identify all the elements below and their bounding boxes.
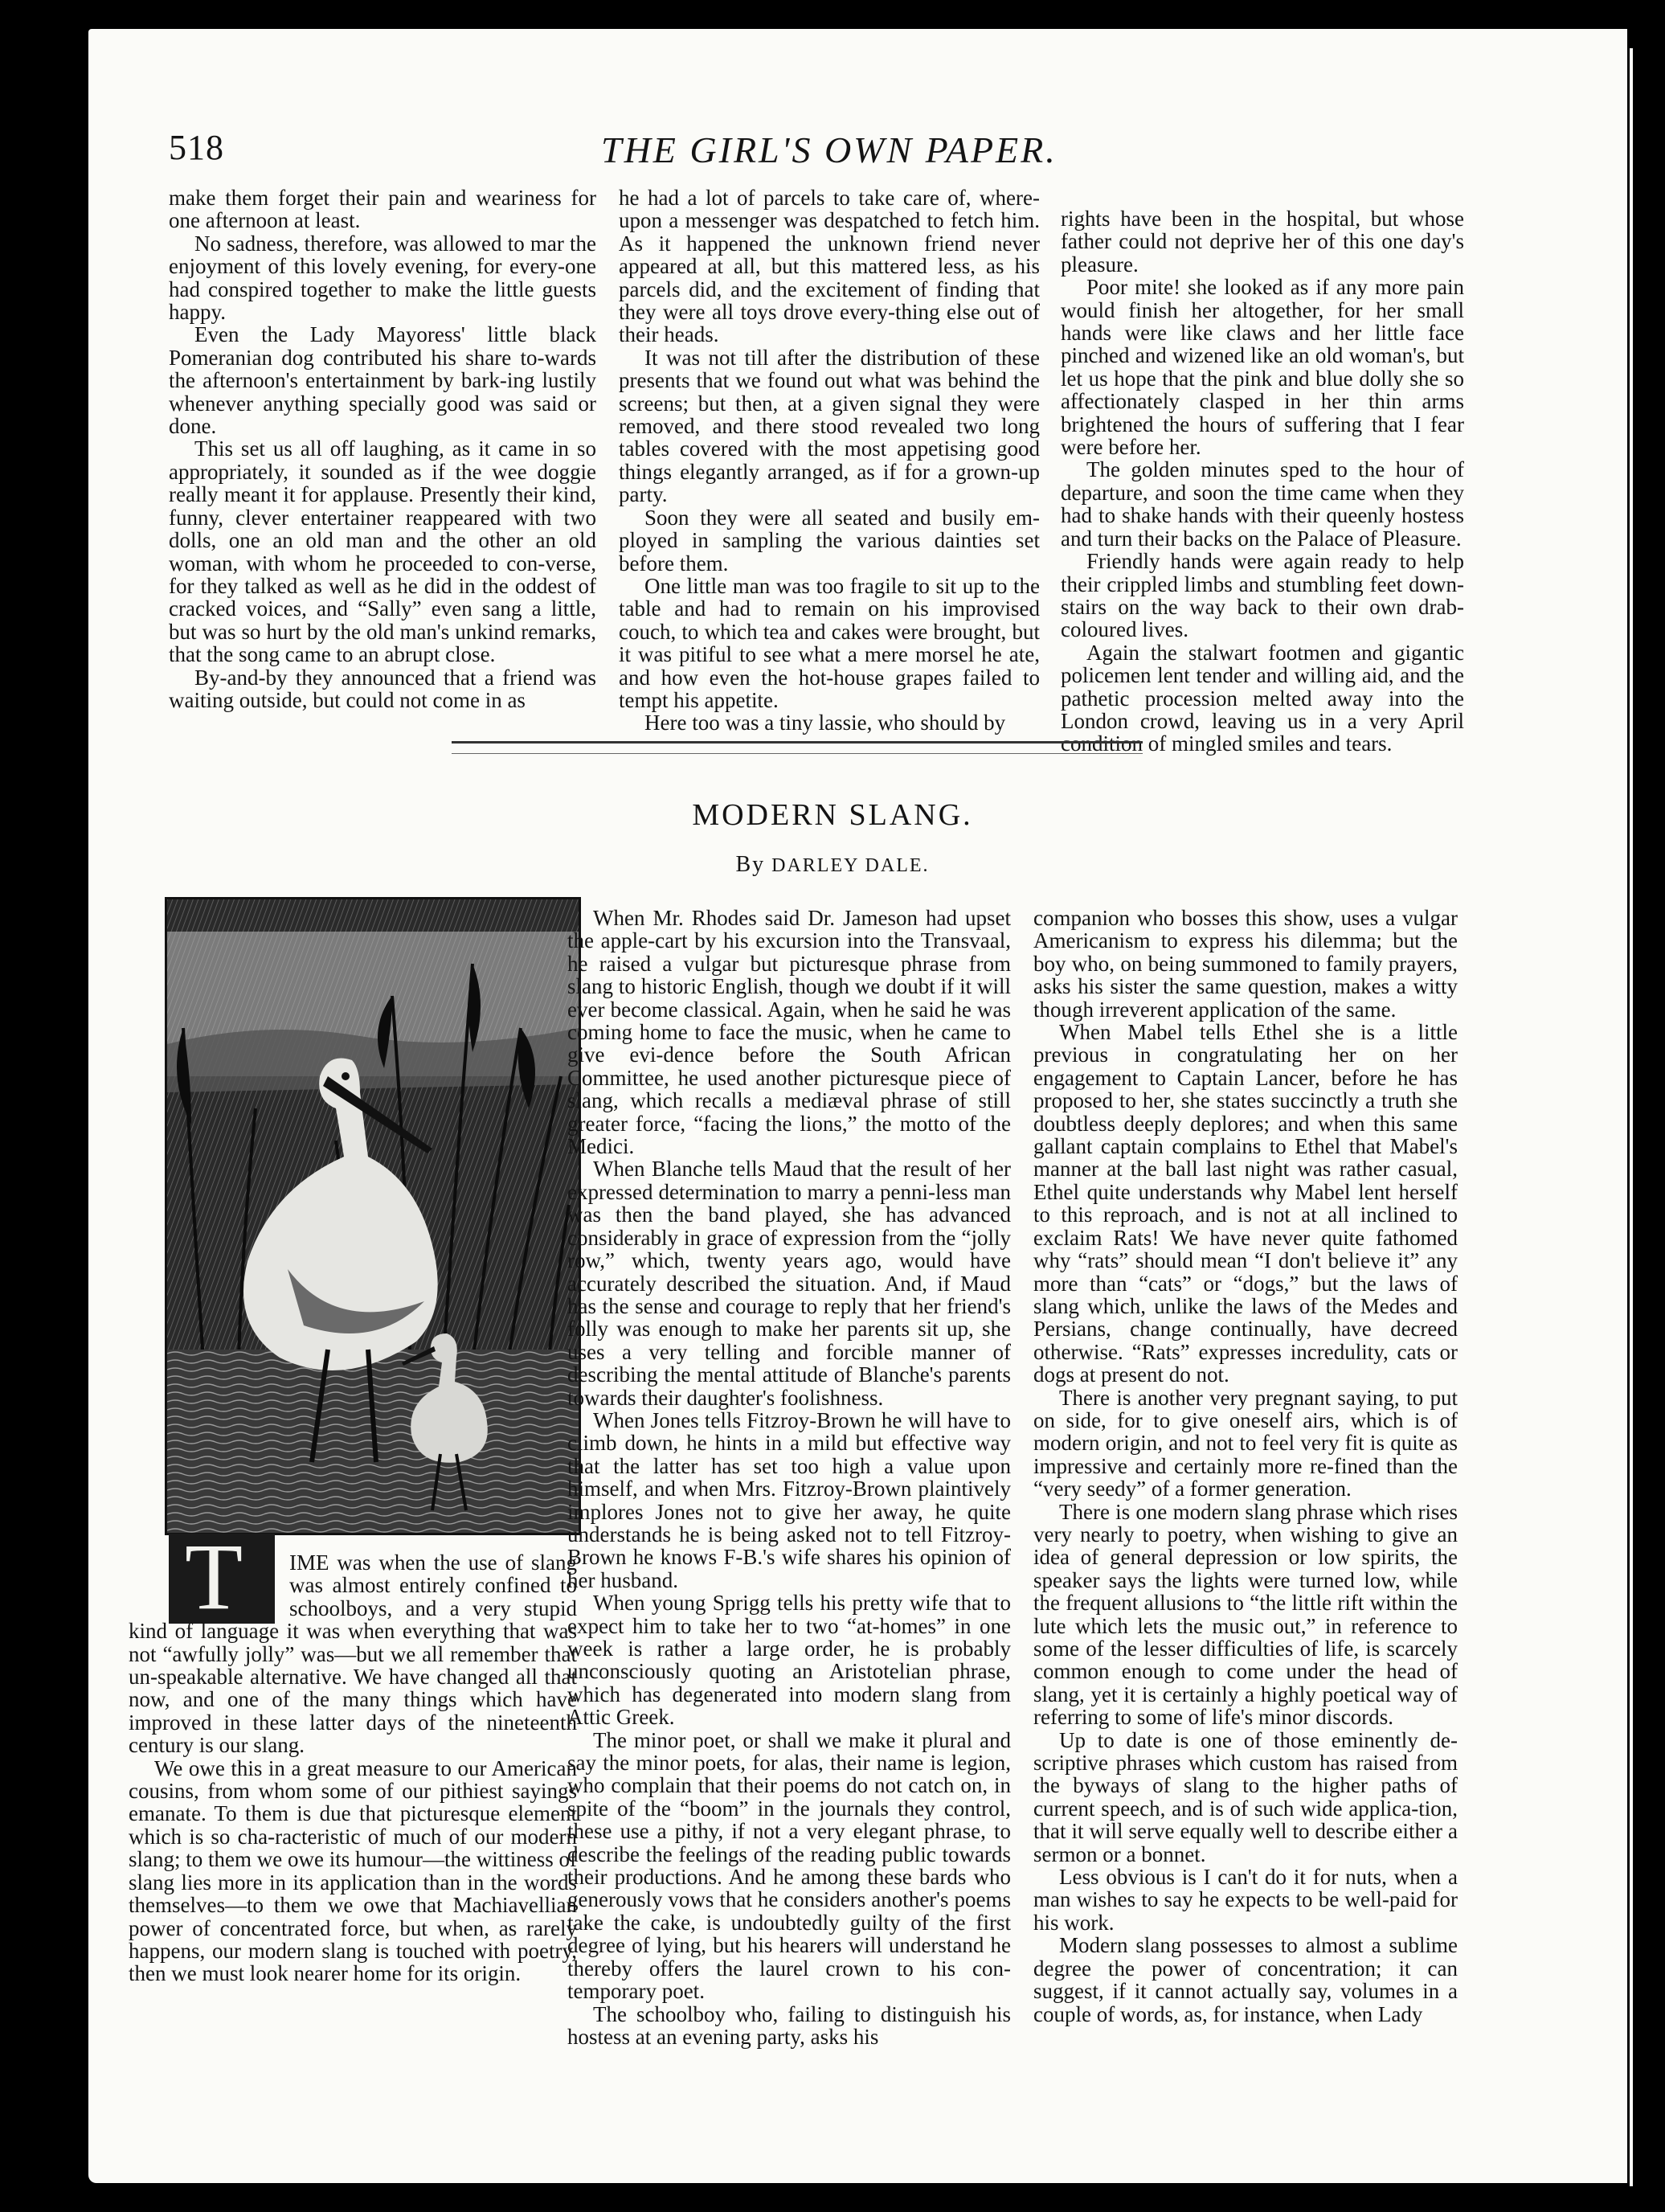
drop-cap-spacer [129, 1551, 289, 1616]
paragraph: This set us all off laughing, as it came in so appropriately, it sounded as if the wee doggie really meant it for applause. Presently their kind, funny, clever entertainer reappeared with two dolls, one an old man and the other an old woman, with whom he proceeded to con-verse, for they talked as well as he did in the oddest of cracked voices, and “Sally” even sang a little, but was so hurt by the old man's unkind remarks, that the song came to an abrupt close. [169, 436, 596, 667]
paragraph: companion who bosses this show, uses a vulgar Americanism to express his dilemma; but the boy who, on being summoned to family prayers, asks his sister the same question, makes a witty though irreverent application of the same. [1033, 906, 1458, 1022]
paragraph: rights have been in the hospital, but whose father could not deprive her of this one day's pleasure. [1061, 207, 1464, 276]
paragraph: Soon they were all seated and busily em-ployed in sampling the various dainties set before them. [619, 505, 1040, 576]
paragraph: Less obvious is I can't do it for nuts, when a man wishes to say he expects to be well-paid for his work. [1033, 1865, 1458, 1935]
drop-cap-letter: T [185, 1524, 243, 1629]
paragraph: When Mr. Rhodes said Dr. Jameson had upset the apple-cart by his excursion into the Transvaal, he raised a vulgar but picturesque phrase from slang to historic English, though we doubt if it will ever become classical. Again, when he said he was coming home to face the music, when he came to give evi-dence before the South African Committee, he used another picturesque piece of slang, which recalls a mediæval phrase of still greater force, “facing the lions,” the motto of the Medici. [567, 906, 1011, 1159]
paragraph: Modern slang possesses to almost a sublime degree the power of concentration; it can suggest, if it cannot actually say, volumes in a couple of words, as, for instance, when Lady [1033, 1933, 1458, 2026]
paragraph: It was not till after the distribution of these presents that we found out what was behind the screens; but then, at a given signal they were removed, and there stood revealed two long tables covered with the most appetising good things elegantly arranged, as if for a grown-up party. [619, 345, 1040, 507]
paragraph: There is another very pregnant saying, to put on side, for to give oneself airs, which is of modern origin, and not to feel very fit is quite as impressive and certainly more re-fined than the “very seedy” of a former generation. [1033, 1385, 1458, 1501]
byline-author: DARLEY DALE. [771, 855, 930, 876]
top-column-1 [169, 186, 596, 711]
paragraph: Poor mite! she looked as if any more pain would finish her altogether, for her small hands were like claws and her little face pinched and wizened like an old woman's, but let us hope that the pink and blue dolly she so affectionately clasped in her thin arms brightened the hours of suffering that I fear were before her. [1061, 275, 1464, 460]
paragraph: When Blanche tells Maud that the result of her expressed determination to marry a penni-less man was then the band played, she has advanced considerably in grace of expression from the “jolly row,” which, twenty years ago, would have accurately described the situation. And, if Maud has the sense and courage to reply that her friend's folly was enough to make her parents sit up, she uses a very telling and forcible manner of describing the mental attitude of Blanche's parents towards their daughter's foolishness. [567, 1157, 1011, 1410]
opening-paragraph [129, 1551, 577, 1757]
paragraph: No sadness, therefore, was allowed to mar the enjoyment of this lovely evening, for every-one had conspired together to make the little guests happy. [169, 231, 596, 325]
paragraph: When Mabel tells Ethel she is a little previous in congratulating her on her engagement to Captain Lancer, before he has proposed to her, she states succinctly a truth she doubtless deeply deplores; and when this same gallant captain complains to Ethel that Mabel's manner at the ball last night was rather casual, Ethel quite understands why Mabel lent herself to this reproach, and is not at all inclined to exclaim Rats! We have never quite fathomed why “rats” should mean “I don't believe it” any more than “cats” or “dogs,” but the laws of slang which, unlike the laws of the Medes and Persians, change continually, have decreed otherwise. “Rats” expresses incredulity, cats or dogs at present do not. [1033, 1020, 1458, 1387]
running-title: THE GIRL'S OWN PAPER. [601, 129, 1058, 170]
paragraph: Even the Lady Mayoress' little black Pomeranian dog contributed his share to-wards the afternoon's entertainment by bark-ing lustily whenever anything specially good was said or done. [169, 322, 596, 439]
paragraph: By-and-by they announced that a friend was waiting outside, but could not come in as [169, 665, 596, 712]
paragraph: The schoolboy who, failing to distinguish his hostess at an evening party, asks his [567, 2001, 1011, 2049]
paragraph: We owe this in a great measure to our American cousins, from whom some of our pithiest sayings emanate. To them is due that picturesque element which is so cha-racteristic of much of our modern slang; to them we owe its humour—the wittiness of slang lies more in its application than in the words themselves—to them we owe that Machiavellian power of concentrated force, but when, as rarely happens, our modern slang is touched with poetry, then we must look nearer home for its origin. [129, 1755, 577, 1986]
article-column-3 [1033, 907, 1458, 2026]
page-number: 518 [169, 128, 224, 167]
paragraph: he had a lot of parcels to take care of, where-upon a messenger was despatched to fetch him. As it happened the unknown friend never appeared at all, but this mattered less, as his parcels did, and the excitement of finding that they were all toys drove every-thing else out of their heads. [619, 186, 1040, 347]
section-divider [452, 741, 1143, 754]
paragraph: One little man was too fragile to sit up to the table and had to remain on his improvised couch, to which tea and cakes were brought, but it was pitiful to see what a mere morsel he ate, and how even the hot-house grapes failed to tempt his appetite. [619, 573, 1040, 712]
page-edge-strip [1630, 48, 1633, 2186]
paragraph: When Jones tells Fitzroy-Brown he will have to climb down, he hints in a mild but effective way that the latter has set too high a value upon himself, and when Mrs. Fitzroy-Brown plaintively implores Jones not to give her away, he quite understands he is being asked not to tell Fitzroy-Brown he knows F-B.'s wife shares his opinion of her husband. [567, 1407, 1011, 1592]
paragraph: Again the stalwart footmen and gigantic policemen lent tender and willing aid, and the pathetic procession melted away into the London crowd, leaving us in a very April condition of mingled smiles and tears. [1061, 640, 1464, 756]
article-column-2 [567, 907, 1011, 2048]
paragraph: The minor poet, or shall we make it plural and say the minor poets, for alas, their name is legion, who complain that their poems do not catch on, in spite of the “boom” in the journals they control, these use a pithy, if not a very elegant phrase, to describe the feelings of the reading public towards their productions. And he among these bards who generously vows that he considers another's poems take the cake, is undoubtedly guilty of the first degree of lying, but his hearers will understand he thereby offers the laurel crown to his con-temporary poet. [567, 1727, 1011, 2004]
paragraph: Here too was a tiny lassie, who should by [644, 711, 1006, 735]
article-title: MODERN SLANG. [692, 798, 973, 832]
byline [0, 852, 1665, 878]
paragraph: There is one modern slang phrase which rises very nearly to poetry, when wishing to give an idea of general depression or low spirits, the speaker says the lights were turned low, while the frequent allusions to “the little rift within the lute which lets the music out,” in reference to some of the lesser difficulties of life, is scarcely common enough to come under the head of slang, yet it is certainly a highly poetical way of referring to some of life's minor discords. [1033, 1499, 1458, 1730]
heron-illustration [165, 897, 581, 1535]
opening-text: IME was when the use of slang was almost entirely confined to schoolboys, and a very stupid kind of language it was when everything that was not “awfully jolly” was—but we all remember that un-speakable alternative. We have changed all that now, and one of the many things which have improved in these latter days of the nineteenth century is our slang. [129, 1550, 577, 1758]
paragraph: When young Sprigg tells his pretty wife that to expect him to take her to two “at-homes” in one week is rather a large order, he is probably unconsciously quoting an Aristotelian phrase, which has degenerated into modern slang from Attic Greek. [567, 1591, 1011, 1730]
paragraph: Friendly hands were again ready to help their crippled limbs and stumbling feet down-stairs on the way back to their own drab-coloured lives. [1061, 549, 1464, 642]
heron-engraving [167, 899, 579, 1533]
paragraph: The golden minutes sped to the hour of departure, and soon the time came when they had to shake hands with their queenly hostess and turn their backs on the Palace of Pleasure. [1061, 457, 1464, 551]
byline-prefix: By [735, 852, 766, 877]
article-column-1 [129, 1551, 577, 1985]
top-column-3 [1061, 207, 1464, 756]
paragraph: make them forget their pain and weariness for one afternoon at least. [169, 186, 596, 233]
paragraph: Up to date is one of those eminently de-scriptive phrases which custom has raised from the byways of slang to the higher paths of current speech, and is of such wide applica-tion, that it will serve equally well to describe either a sermon or a bonnet. [1033, 1727, 1458, 1866]
top-column-2 [619, 186, 1040, 735]
